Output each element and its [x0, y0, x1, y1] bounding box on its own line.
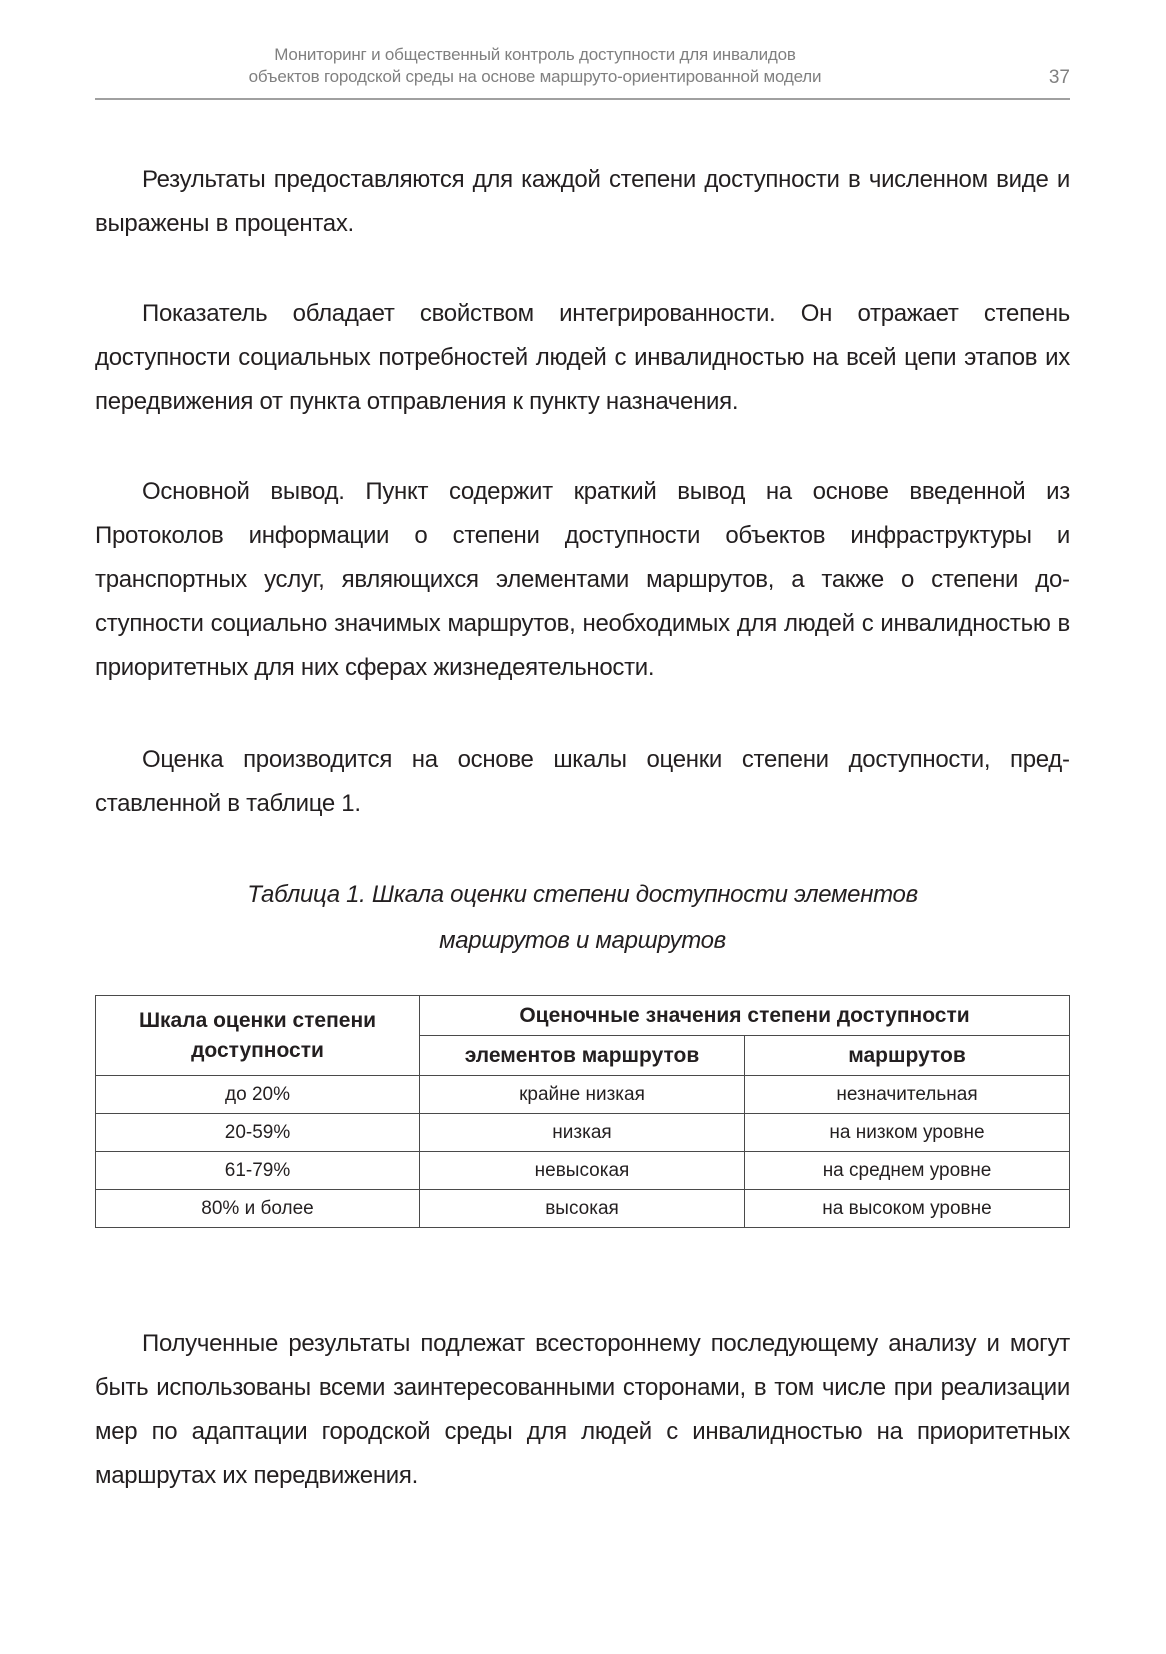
- paragraph-text: Показатель обладает свойством интегрированности. Он отражает степень доступности социальных потребностей людей с инвалидностью на всей цепи этапов их передвижения от пункта отправления к пункту назначения.: [95, 300, 1070, 415]
- running-title: [95, 44, 975, 88]
- paragraph-main-conclusion: [95, 470, 1070, 690]
- paragraph-results-usage: [95, 1322, 1070, 1498]
- paragraph-text: Полученные результаты подлежат всестороннему последующему анализу и могут быть использованы всеми заинтересованными сторонами, в том числе при реализации мер по адаптации городской среды для людей с инвалидностью на приоритетных маршрутах их передвижения.: [95, 1330, 1070, 1489]
- header-divider: [95, 98, 1070, 100]
- table-row: [96, 1076, 1070, 1114]
- paragraph-indicator: [95, 292, 1070, 424]
- cell-elements: высокая: [420, 1190, 745, 1228]
- cell-routes: незначительная: [745, 1076, 1070, 1114]
- cell-routes: на высоком уровне: [745, 1190, 1070, 1228]
- header-scale: Шкала оценки степени доступности: [96, 996, 420, 1076]
- table-header-row: [96, 996, 1070, 1036]
- cell-elements: низкая: [420, 1114, 745, 1152]
- table-row: [96, 1190, 1070, 1228]
- cell-scale: 61-79%: [96, 1152, 420, 1190]
- paragraph-text: Оценка производится на основе шкалы оценки степени доступности, представленной в таблице 1.: [95, 746, 1070, 817]
- cell-scale: 80% и более: [96, 1190, 420, 1228]
- cell-elements: невысокая: [420, 1152, 745, 1190]
- header-elements: элементов маршрутов: [420, 1036, 745, 1076]
- running-title-line-2: объектов городской среды на основе маршруто-ориентированной модели: [248, 67, 822, 86]
- cell-routes: на низком уровне: [745, 1114, 1070, 1152]
- page-number: 37: [1048, 67, 1070, 88]
- table-caption: [95, 872, 1070, 964]
- running-title-line-1: Мониторинг и общественный контроль доступности для инвалидов: [274, 45, 796, 64]
- table-caption-line-1: Таблица 1. Шкала оценки степени доступности элементов: [247, 881, 918, 908]
- cell-scale: 20-59%: [96, 1114, 420, 1152]
- cell-scale: до 20%: [96, 1076, 420, 1114]
- table-row: [96, 1114, 1070, 1152]
- header-values-group: Оценочные значения степени доступности: [420, 996, 1070, 1036]
- table-row: [96, 1152, 1070, 1190]
- cell-elements: крайне низкая: [420, 1076, 745, 1114]
- header-routes: маршрутов: [745, 1036, 1070, 1076]
- cell-routes: на среднем уровне: [745, 1152, 1070, 1190]
- paragraph-text: Результаты предоставляются для каждой степени доступности в численном виде и выражены в процентах.: [95, 166, 1070, 237]
- accessibility-scale-table: [95, 995, 1070, 1228]
- paragraph-text: Основной вывод. Пункт содержит краткий вывод на основе введенной из Протоколов информации о степени доступности объектов инфраструктуры и транспортных услуг, являющихся элементами маршрутов, а также о степени доступности социально значимых маршрутов, необходимых для людей с инвалидностью в приоритетных для них сферах жизнедеятельности.: [95, 478, 1070, 681]
- page-header: [95, 40, 1070, 102]
- paragraph-assessment: [95, 738, 1070, 826]
- paragraph-results: [95, 158, 1070, 246]
- table-caption-line-2: маршрутов и маршрутов: [439, 927, 726, 954]
